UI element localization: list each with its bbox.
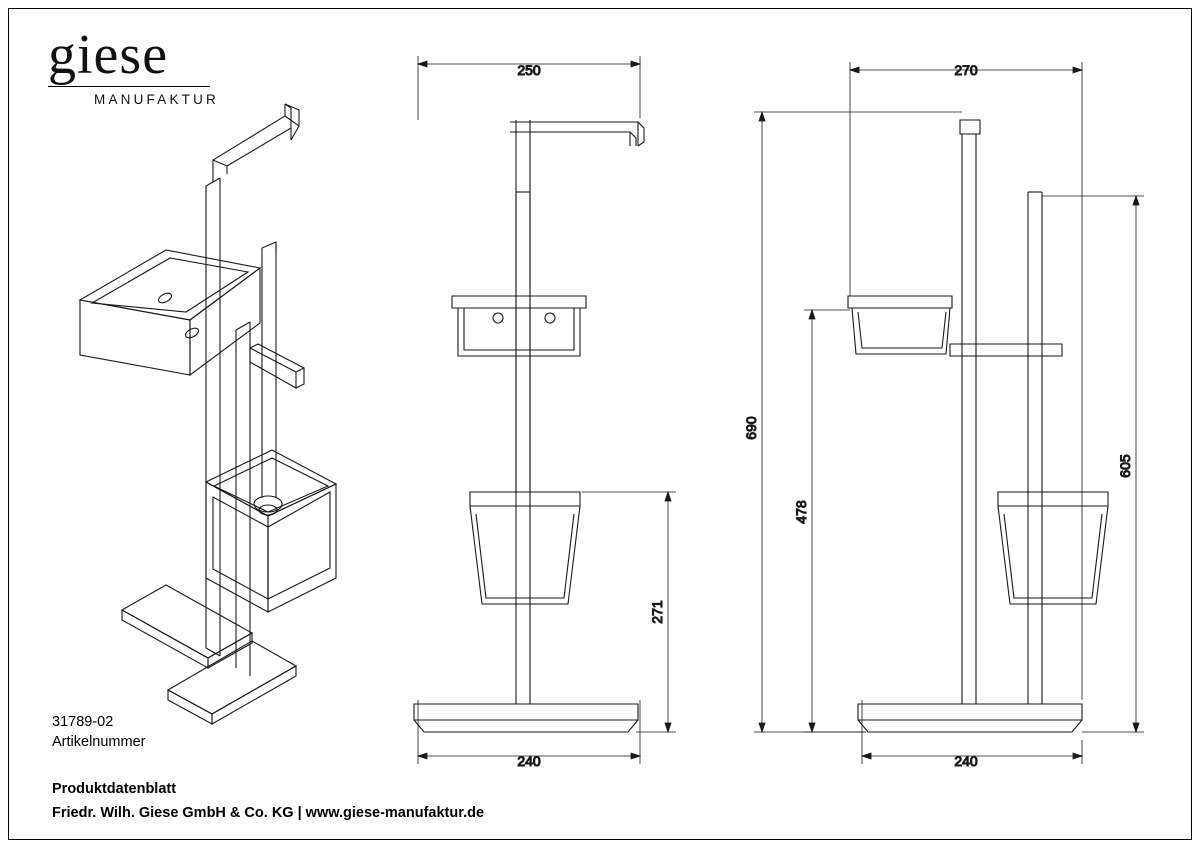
dim-side-top-width: 270 bbox=[954, 62, 978, 78]
dim-side-total-height: 690 bbox=[743, 416, 759, 440]
dim-front-top-width: 250 bbox=[517, 62, 541, 78]
company-line: Friedr. Wilh. Giese GmbH & Co. KG | www.giese-manufaktur.de bbox=[52, 805, 485, 821]
dimension-labels bbox=[517, 62, 1133, 769]
side-view bbox=[848, 120, 1108, 732]
dimension-lines bbox=[418, 56, 1144, 764]
dim-side-rod-height: 605 bbox=[1117, 454, 1133, 478]
dim-front-base-width: 240 bbox=[517, 753, 541, 769]
front-view bbox=[414, 120, 644, 732]
datasheet-title: Produktdatenblatt bbox=[52, 781, 177, 797]
article-number: 31789-02 bbox=[52, 714, 114, 730]
article-number-label: Artikelnummer bbox=[52, 734, 146, 750]
dim-front-brush-height: 271 bbox=[649, 600, 665, 624]
brand-name: giese bbox=[48, 24, 169, 86]
dim-side-base-width: 240 bbox=[954, 753, 978, 769]
isometric-view bbox=[80, 104, 336, 724]
dim-side-shelf-height: 478 bbox=[793, 500, 809, 524]
brand-subtitle: MANUFAKTUR bbox=[94, 92, 220, 107]
